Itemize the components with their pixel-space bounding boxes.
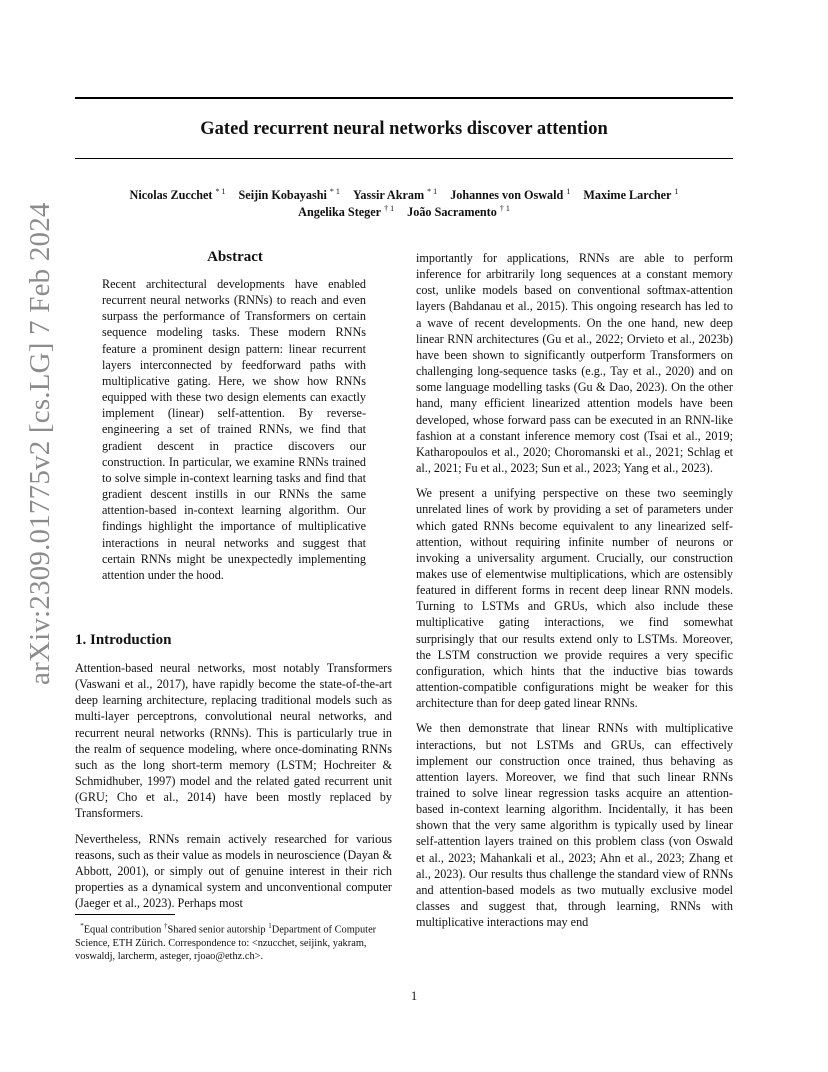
author-marks: † 1 bbox=[384, 204, 395, 213]
paragraph: Nevertheless, RNNs remain actively researched for various reasons, such as their value as models in neuroscience (Dayan & Abbott, 2001), or simply out of genuine interest in their rich properties as a dynamical system and unconventional computer (Jaeger et al., 2023). Perhaps most bbox=[75, 831, 392, 911]
author-marks: * 1 bbox=[215, 187, 226, 196]
author-list-line-1 bbox=[75, 187, 733, 203]
arxiv-identifier: arXiv:2309.01775v2 [cs.LG] 7 Feb 2024 bbox=[24, 202, 56, 685]
page-number: 1 bbox=[410, 989, 418, 1003]
footnote-mark: † bbox=[163, 922, 168, 930]
footnote-rule bbox=[75, 914, 175, 915]
author-name: Nicolas Zucchet bbox=[129, 188, 213, 203]
footnote bbox=[75, 920, 392, 963]
paragraph: Attention-based neural networks, most notably Transformers (Vaswani et al., 2017), have rapidly become the state-of-the-art deep learning architecture, replacing traditional models such as multi-layer perceptrons, convolutional neural networks, and recurrent neural networks (RNNs). This is particularly true in the realm of sequence modeling, where once-dominating RNNs such as the long short-term memory (LSTM; Hochreiter & Schmidhuber, 1997) model and the related gated recurrent unit (GRU; Cho et al., 2014) have been mostly replaced by Transformers. bbox=[75, 661, 392, 821]
author-name: Maxime Larcher bbox=[583, 188, 672, 203]
author-marks: 1 bbox=[674, 187, 679, 196]
author-marks: * 1 bbox=[329, 187, 340, 196]
author bbox=[583, 187, 678, 203]
author bbox=[450, 187, 570, 203]
author-marks: * 1 bbox=[427, 187, 438, 196]
abstract-text: Recent architectural developments have enabled recurrent neural networks (RNNs) to reach and even surpass the performance of Transformers on certain sequence modeling tasks. These modern RNNs feature a prominent design pattern: linear recurrent layers interconnected by feedforward paths with multiplicative gating. Here, we show how RNNs equipped with these two design elements can exactly implement (linear) self-attention. By reverse-engineering a set of trained RNNs, we find that gradient descent in practice discovers our construction. In particular, we examine RNNs trained to solve simple in-context learning tasks and find that gradient descent instills in our RNNs the same attention-based in-context learning algorithm. Our findings highlight the importance of multiplicative interactions in neural networks and suggest that certain RNNs might be unexpectedly implementing attention under the hood. bbox=[102, 277, 366, 582]
paragraph: We present a unifying perspective on these two seemingly unrelated lines of work by providing a set of parameters under which gated RNNs become equivalent to any linearized self-attention, without requiring infinite number of neurons or invoking a universality argument. Crucially, our construction makes use of elementwise multiplications, which are ostensibly featured in different forms in recent deep linear RNN models. Turning to LSTMs and GRUs, which also include these multiplicative gating interactions, we find somewhat surprisingly that our results extend only to LSTMs. Moreover, the LSTM construction we provide requires a very specific configuration, which hints that the inductive bias towards attention-compatible configurations might be weaker for this architecture than for deep gated linear RNNs. bbox=[416, 486, 733, 711]
author-name: Angelika Steger bbox=[298, 205, 382, 220]
author bbox=[298, 204, 394, 220]
author-name: Yassir Akram bbox=[352, 188, 425, 203]
author-name: João Sacramento bbox=[407, 205, 497, 220]
author bbox=[130, 187, 226, 203]
footnote-mark: 1 bbox=[268, 922, 272, 930]
section-heading-introduction: 1. Introduction bbox=[75, 632, 172, 648]
author-name: Johannes von Oswald bbox=[450, 188, 564, 203]
author-name: Seijin Kobayashi bbox=[238, 188, 327, 203]
footnote-senior-authorship: Shared senior autorship bbox=[167, 924, 266, 936]
author-marks: † 1 bbox=[499, 204, 510, 213]
footnote-equal-contribution: Equal contribution bbox=[83, 924, 162, 936]
paper-title: Gated recurrent neural networks discover attention bbox=[200, 119, 608, 139]
author bbox=[353, 187, 437, 203]
paragraph: importantly for applications, RNNs are able to perform inference for arbitrarily long sequences at a constant memory cost, unlike models based on conventional softmax-attention layers (Bahdanau et al., 2015). This ongoing research has led to a wave of recent developments. On the one hand, new deep linear RNN architectures (Gu et al., 2022; Orvieto et al., 2023b) have been shown to significantly outperform Transformers on challenging long-sequence tasks (e.g., Tay et al., 2020) and on some language modelling tasks (Gu & Dao, 2023). On the other hand, many efficient linearized attention models have been developed, whose forward pass can be executed in an RNN-like fashion at a constant inference memory cost (Tsai et al., 2019; Katharopoulos et al., 2020; Choromanski et al., 2021; Schlag et al., 2021; Fu et al., 2023; Sun et al., 2023; Yang et al., 2023). bbox=[416, 251, 733, 476]
abstract-heading: Abstract bbox=[207, 249, 263, 265]
left-column-body bbox=[75, 660, 392, 920]
footnote-affiliation: Department of Computer Science, ETH Zürich. Correspondence to: <nzucchet, seijink, yakram, voswaldj, larcherm, asteger, rjoao@ethz.ch>. bbox=[75, 924, 377, 962]
author-marks: 1 bbox=[566, 187, 571, 196]
author-list-line-2 bbox=[75, 204, 733, 220]
author bbox=[407, 204, 510, 220]
paragraph: We then demonstrate that linear RNNs with multiplicative interactions, but not LSTMs and GRUs, can effectively implement our construction once trained, thus behaving as attention layers. Moreover, we find that such linear RNNs trained to solve linear regression tasks acquire an attention-based in-context learning algorithm. Incidentally, it has been shown that the very same algorithm is typically used by linear self-attention layers trained on this problem class (von Oswald et al., 2023; Mahankali et al., 2023; Ahn et al., 2023; Zhang et al., 2023). Our results thus challenge the standard view of RNNs and attention-based models as two mutually exclusive model classes and suggest that, through learning, RNNs with multiplicative interactions may end bbox=[416, 721, 733, 930]
footnote-mark: * bbox=[80, 922, 84, 930]
title-rule-bottom bbox=[75, 158, 733, 159]
right-column-body bbox=[416, 250, 733, 939]
title-rule-top bbox=[75, 97, 733, 99]
author bbox=[239, 187, 340, 203]
